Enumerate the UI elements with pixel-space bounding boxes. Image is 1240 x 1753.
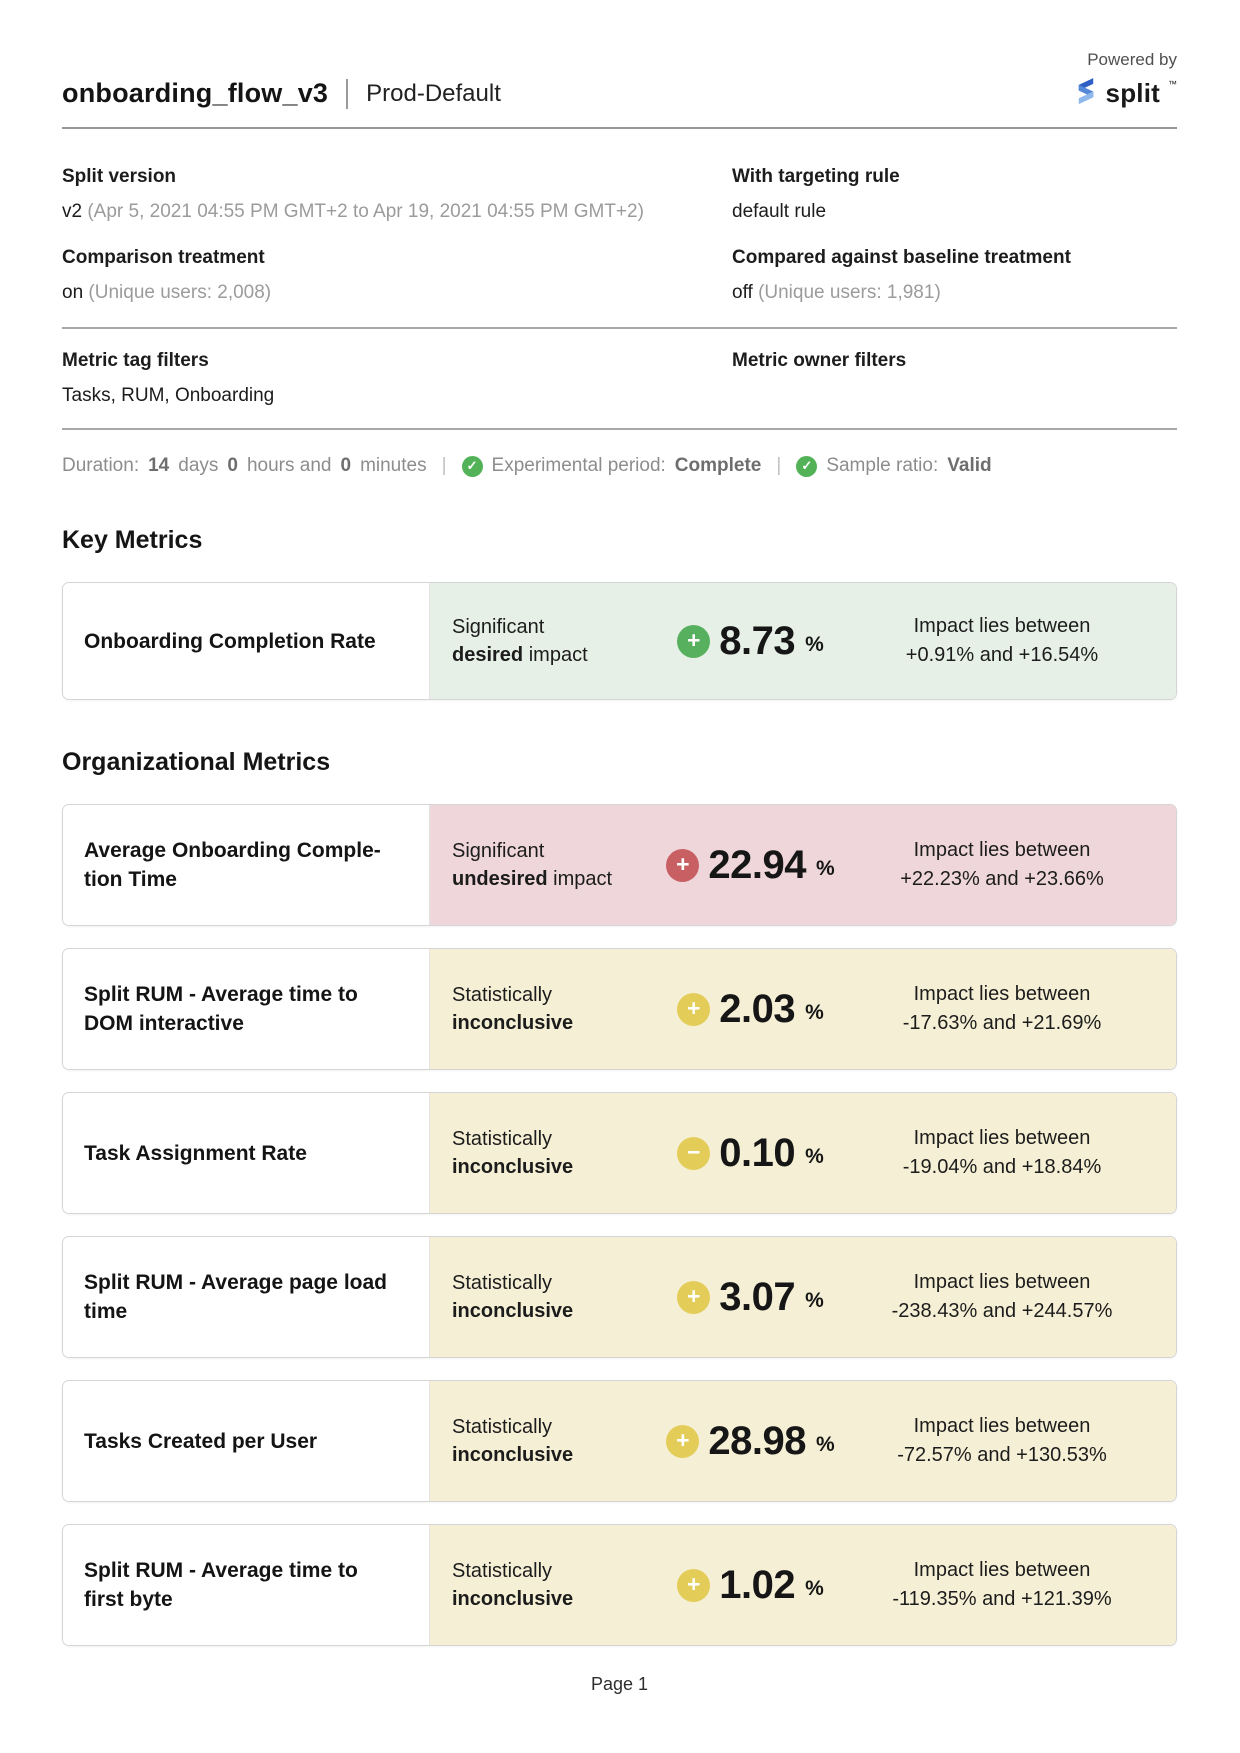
interval-line2: -17.63% and +21.69%: [902, 1012, 1102, 1034]
status-line1: Statistically: [452, 984, 553, 1006]
meta-label: Split version: [62, 166, 177, 187]
sample-ratio-label: Sample ratio:: [826, 455, 939, 476]
metric-result: [430, 1093, 1176, 1213]
experimental-period-value: Complete: [674, 455, 762, 476]
confidence-interval: [852, 1412, 1152, 1470]
organizational-metrics-heading: Organizational Metrics: [62, 748, 331, 776]
status-line2: inconclusive: [452, 1300, 574, 1322]
meta-section: [62, 129, 1177, 305]
metric-name: [63, 1381, 430, 1501]
metric-card: [62, 1236, 1177, 1358]
impact-value: [657, 843, 844, 888]
plus-circle-icon: +: [677, 1281, 710, 1314]
duration-days-unit: days: [178, 455, 219, 476]
status-line2: inconclusive: [452, 1012, 574, 1034]
confidence-interval: [852, 836, 1152, 894]
duration-label: Duration:: [62, 455, 140, 476]
metric-card: [62, 948, 1177, 1070]
duration-minutes-unit: minutes: [360, 455, 427, 476]
impact-value: [657, 619, 844, 664]
environment-name: Prod-Default: [366, 79, 501, 107]
impact-value: [657, 1275, 844, 1320]
significance-status: [452, 837, 657, 893]
status-line2: inconclusive: [452, 1588, 574, 1610]
brand-name: split: [1105, 77, 1160, 108]
impact-percent: 22.94: [708, 842, 806, 887]
meta-value: [732, 281, 1177, 305]
meta-value: [62, 384, 732, 408]
impact-value: [657, 1419, 844, 1464]
metric-result: [430, 1237, 1176, 1357]
metric-result: [430, 1381, 1176, 1501]
minus-circle-icon: −: [677, 1137, 710, 1170]
interval-line1: Impact lies between: [913, 615, 1091, 637]
status-line1: Significant: [452, 840, 545, 862]
meta-split-version: [62, 165, 732, 224]
organizational-metrics-list: [62, 804, 1177, 1646]
meta-value: [62, 281, 732, 305]
meta-value: [62, 200, 732, 224]
impact-value: [657, 1563, 844, 1608]
powered-by-label: Powered by: [1087, 50, 1177, 69]
metric-card: [62, 1092, 1177, 1214]
interval-line2: +22.23% and +23.66%: [900, 868, 1104, 890]
meta-value-main: off: [732, 282, 753, 303]
meta-value-detail: (Unique users: 1,981): [758, 282, 941, 303]
metric-name: [63, 949, 430, 1069]
interval-line1: Impact lies between: [913, 1559, 1091, 1581]
duration-days: 14: [148, 455, 170, 476]
meta-value-main: default rule: [732, 201, 827, 222]
status-line2: inconclusive: [452, 1444, 574, 1466]
metric-name-line: tion Time: [84, 868, 177, 891]
metric-name-line: Tasks Created per User: [84, 1429, 318, 1453]
status-line1: Statistically: [452, 1272, 553, 1294]
status-line1: Significant: [452, 616, 545, 638]
status-line2: inconclusive: [452, 1156, 574, 1178]
impact-percent: 28.98: [708, 1418, 806, 1463]
divider: [62, 428, 1177, 430]
interval-line1: Impact lies between: [913, 1127, 1091, 1149]
split-logo-icon: [1073, 77, 1099, 109]
impact-percent: 2.03: [719, 986, 796, 1031]
confidence-interval: [852, 1556, 1152, 1614]
separator: |: [776, 455, 782, 476]
plus-circle-icon: +: [677, 1569, 710, 1602]
metric-card: [62, 1524, 1177, 1646]
impact-value: [657, 1131, 844, 1176]
meta-owner-filters: [732, 349, 1177, 408]
significance-status: [452, 1557, 657, 1613]
meta-comparison-treatment: [62, 246, 732, 305]
interval-line1: Impact lies between: [913, 983, 1091, 1005]
interval-line2: +0.91% and +16.54%: [905, 644, 1099, 666]
meta-value-detail: (Apr 5, 2021 04:55 PM GMT+2 to Apr 19, 2021 04:55 PM GMT+2): [87, 201, 644, 222]
metric-card: [62, 1380, 1177, 1502]
metric-card: [62, 582, 1177, 700]
sample-ratio-group: [796, 454, 991, 478]
metric-name-line: Onboarding Completion Rate: [84, 629, 376, 653]
title-divider: [346, 79, 348, 109]
meta-value-main: v2: [62, 201, 83, 222]
plus-circle-icon: +: [666, 1425, 699, 1458]
percent-sign: %: [815, 1432, 835, 1456]
status-line2: undesired impact: [452, 868, 613, 890]
metric-name: [63, 1237, 430, 1357]
brand-lockup: [1073, 77, 1177, 109]
significance-status: [452, 613, 657, 669]
interval-line2: -72.57% and +130.53%: [897, 1444, 1107, 1466]
significance-status: [452, 1413, 657, 1469]
duration-group: [62, 454, 427, 478]
experimental-period-label: Experimental period:: [491, 455, 666, 476]
meta-baseline-treatment: [732, 246, 1177, 305]
meta-label: Metric owner filters: [732, 350, 907, 371]
percent-sign: %: [805, 1576, 824, 1600]
metric-result: [430, 583, 1176, 699]
metric-result: [430, 805, 1176, 925]
confidence-interval: [852, 1124, 1152, 1182]
meta-value-main: Tasks, RUM, Onboarding: [62, 385, 275, 406]
duration-hours-unit: hours and: [246, 455, 332, 476]
metric-name-line: Split RUM - Average page load: [84, 1271, 387, 1294]
metric-name-line: Split RUM - Average time to: [84, 1559, 358, 1582]
impact-percent: 3.07: [719, 1274, 796, 1319]
check-circle-icon: ✓: [796, 456, 817, 477]
check-circle-icon: ✓: [462, 456, 483, 477]
meta-value-detail: (Unique users: 2,008): [88, 282, 272, 303]
metric-name: [63, 1093, 430, 1213]
metric-card: [62, 804, 1177, 926]
status-line1: Statistically: [452, 1416, 553, 1438]
percent-sign: %: [815, 856, 835, 880]
metric-name: [63, 1525, 430, 1645]
percent-sign: %: [805, 632, 824, 656]
report-header: [62, 0, 1177, 129]
separator: |: [441, 455, 447, 476]
experimental-period-group: [462, 454, 762, 478]
metric-name-line: first byte: [84, 1588, 173, 1611]
metric-name: [63, 805, 430, 925]
page-number: Page 1: [590, 1674, 649, 1694]
interval-line1: Impact lies between: [913, 1415, 1091, 1437]
percent-sign: %: [805, 1000, 824, 1024]
status-line1: Statistically: [452, 1128, 553, 1150]
metric-name-line: Task Assignment Rate: [84, 1141, 307, 1165]
impact-percent: 8.73: [719, 618, 796, 663]
metric-name-line: DOM interactive: [84, 1012, 244, 1035]
plus-circle-icon: +: [677, 625, 710, 658]
confidence-interval: [852, 980, 1152, 1038]
filters-section: [62, 329, 1177, 408]
significance-status: [452, 1125, 657, 1181]
key-metrics-heading: Key Metrics: [62, 526, 203, 554]
meta-value: [732, 200, 1177, 224]
meta-targeting-rule: [732, 165, 1177, 224]
meta-label: With targeting rule: [732, 166, 900, 187]
metric-name-line: Split RUM - Average time to: [84, 983, 358, 1006]
status-line2: desired impact: [452, 644, 588, 666]
split-title: onboarding_flow_v3: [62, 78, 329, 108]
meta-label: Metric tag filters: [62, 350, 209, 371]
status-line1: Statistically: [452, 1560, 553, 1582]
interval-line2: -19.04% and +18.84%: [902, 1156, 1102, 1178]
metric-result: [430, 949, 1176, 1069]
duration-minutes: 0: [340, 455, 352, 476]
interval-line2: -238.43% and +244.57%: [891, 1300, 1113, 1322]
confidence-interval: [852, 612, 1152, 670]
confidence-interval: [852, 1268, 1152, 1326]
powered-by-block: [1073, 50, 1177, 109]
percent-sign: %: [805, 1144, 824, 1168]
interval-line1: Impact lies between: [913, 1271, 1091, 1293]
interval-line1: Impact lies between: [913, 839, 1091, 861]
metric-result: [430, 1525, 1176, 1645]
trademark-mark: ™: [1168, 79, 1177, 89]
meta-value-main: on: [62, 282, 84, 303]
interval-line2: -119.35% and +121.39%: [892, 1588, 1112, 1610]
title-row: [62, 78, 501, 109]
impact-percent: 0.10: [719, 1130, 796, 1175]
impact-percent: 1.02: [719, 1562, 796, 1607]
duration-hours: 0: [227, 455, 238, 476]
meta-tag-filters: [62, 349, 732, 408]
metric-name-line: Average Onboarding Comple-: [84, 839, 381, 862]
experiment-status-bar: [62, 454, 1177, 478]
meta-label: Comparison treatment: [62, 247, 265, 268]
meta-label: Compared against baseline treatment: [732, 247, 1071, 268]
significance-status: [452, 1269, 657, 1325]
plus-circle-icon: +: [677, 993, 710, 1026]
plus-circle-icon: +: [666, 849, 699, 882]
percent-sign: %: [805, 1288, 824, 1312]
metric-name-line: time: [84, 1300, 128, 1323]
sample-ratio-value: Valid: [947, 455, 992, 476]
impact-value: [657, 987, 844, 1032]
significance-status: [452, 981, 657, 1037]
metric-name: [63, 583, 430, 699]
